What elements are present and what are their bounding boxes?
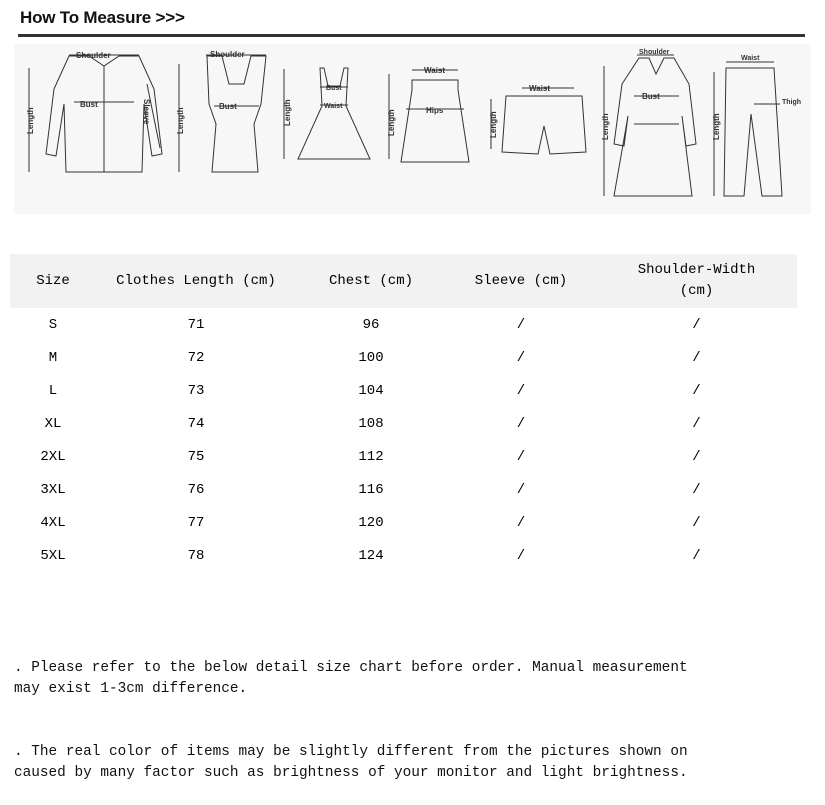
cell-shoulder-width: / [692, 448, 701, 465]
how-to-measure-header [18, 4, 805, 38]
garment-illustrations [14, 44, 811, 214]
shirt-length-label: Length [26, 107, 35, 134]
measurement-diagrams [14, 44, 811, 214]
coat-bust-label: Bust [642, 92, 660, 101]
cell-clothes-length: 72 [187, 349, 205, 366]
cell-chest: 108 [358, 415, 384, 432]
shorts-waist-label: Waist [529, 84, 551, 93]
header-title: How To Measure >>> [20, 8, 185, 27]
cell-sleeve: / [516, 415, 526, 432]
cell-chest: 104 [358, 382, 384, 399]
pants-waist-label: Waist [741, 55, 760, 62]
shirt-sleeve-label: Sleeve [142, 99, 151, 125]
cell-sleeve: / [516, 514, 526, 531]
cell-size: L [48, 382, 58, 399]
cell-size: XL [44, 415, 62, 432]
pants-thigh-label: Thigh [782, 99, 802, 106]
shirt-bust-label: Bust [80, 100, 98, 109]
cell-clothes-length: 73 [187, 382, 205, 399]
cell-chest: 124 [358, 547, 384, 564]
cell-shoulder-width: / [692, 514, 701, 531]
table-row [10, 440, 797, 473]
cell-size: 5XL [40, 547, 66, 564]
cell-clothes-length: 78 [187, 547, 205, 564]
note-color: . The real color of items may be slightly different from the pictures shown on caused by many factor such as brightness of your monitor and light brightness. [14, 744, 688, 781]
cell-clothes-length: 71 [187, 316, 205, 333]
cell-chest: 100 [358, 349, 384, 366]
coat-length-label: Length [601, 113, 610, 140]
coat-diagram [601, 49, 696, 196]
table-row [10, 374, 797, 407]
cell-clothes-length: 75 [187, 448, 205, 465]
table-row [10, 539, 797, 572]
cell-shoulder-width: / [692, 481, 701, 498]
skirt-diagram [387, 66, 469, 162]
shirt-diagram [26, 51, 162, 172]
table-row [10, 506, 797, 539]
skirt-hips-label: Hips [426, 106, 444, 115]
cell-shoulder-width: / [692, 415, 701, 432]
table-row [10, 473, 797, 506]
cell-sleeve: / [516, 316, 526, 333]
column-header-shoulder-width: Shoulder-Width (cm) [596, 254, 797, 308]
coat-shoulder-label: Shoulder [639, 49, 670, 56]
tank-bust-label: Bust [219, 102, 237, 111]
cell-shoulder-width: / [692, 382, 701, 399]
column-header-size: Size [10, 254, 96, 308]
column-header-chest: Chest (cm) [296, 254, 446, 308]
dress-diagram [283, 68, 370, 159]
cell-clothes-length: 77 [187, 514, 205, 531]
shirt-shoulder-label: Shoulder [76, 51, 111, 60]
column-header-sleeve: Sleeve (cm) [446, 254, 596, 308]
cell-chest: 120 [358, 514, 384, 531]
column-header-clothes-length: Clothes Length (cm) [96, 254, 296, 308]
size-chart [10, 254, 797, 572]
tank-shoulder-label: Shoulder [210, 50, 245, 59]
table-row [10, 407, 797, 440]
tank-top-diagram [176, 50, 266, 172]
cell-chest: 112 [358, 448, 384, 465]
table-header-row [10, 254, 797, 308]
size-table [10, 254, 797, 572]
cell-size: 2XL [40, 448, 66, 465]
cell-sleeve: / [516, 382, 526, 399]
shorts-diagram [489, 84, 586, 154]
cell-chest: 96 [362, 316, 380, 333]
pants-diagram [712, 55, 801, 196]
skirt-waist-label: Waist [424, 66, 446, 75]
dress-length-label: Length [283, 99, 292, 126]
cell-shoulder-width: / [692, 316, 701, 333]
cell-size: 4XL [40, 514, 66, 531]
cell-sleeve: / [516, 448, 526, 465]
shorts-length-label: Length [489, 111, 498, 138]
skirt-length-label: Length [387, 109, 396, 136]
pants-length-label: Length [712, 113, 721, 140]
size-notes [14, 616, 814, 805]
dress-bust-label: Bust [326, 85, 342, 92]
cell-shoulder-width: / [692, 349, 701, 366]
cell-sleeve: / [516, 481, 526, 498]
cell-sleeve: / [516, 547, 526, 564]
cell-shoulder-width: / [692, 547, 701, 564]
note-measurement: . Please refer to the below detail size chart before order. Manual measurement may exist 1-3cm difference. [14, 660, 688, 697]
table-row [10, 341, 797, 374]
cell-size: 3XL [40, 481, 66, 498]
cell-sleeve: / [516, 349, 526, 366]
cell-clothes-length: 76 [187, 481, 205, 498]
cell-clothes-length: 74 [187, 415, 205, 432]
table-row [10, 308, 797, 341]
cell-size: S [48, 316, 58, 333]
tank-length-label: Length [176, 107, 185, 134]
header-divider [18, 34, 805, 37]
cell-chest: 116 [358, 481, 384, 498]
dress-waist-label: Waist [324, 103, 343, 110]
cell-size: M [48, 349, 58, 366]
